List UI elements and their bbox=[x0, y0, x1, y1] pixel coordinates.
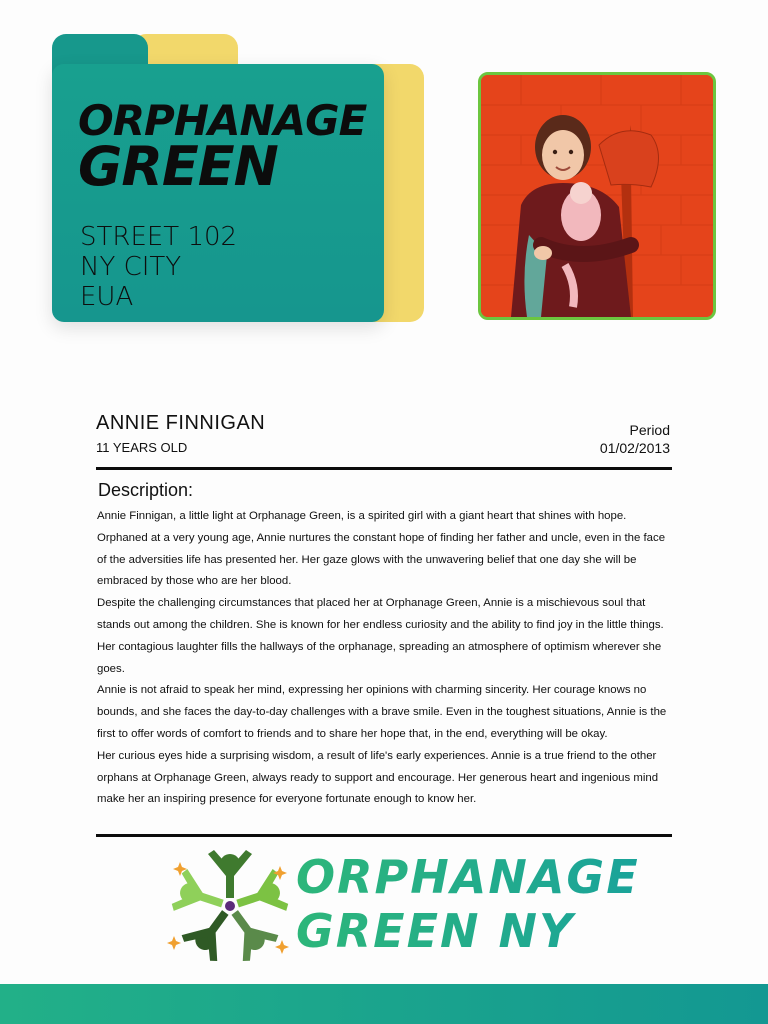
description-paragraph: Annie is not afraid to speak her mind, expressing her opinions with charming sincerity. Her courage knows no bounds, and she faces the day-to-day challenges with a brave smile. Even in the toughest situations, Annie is the first to offer words of comfort to friends and to share her hope that, in the end, everything will be okay. bbox=[97, 684, 667, 740]
description-body bbox=[97, 506, 671, 811]
period-label: Period bbox=[629, 422, 670, 438]
address-block bbox=[80, 222, 237, 312]
photo-illustration bbox=[481, 75, 713, 317]
logo-line-2: GREEN NY bbox=[296, 904, 575, 958]
title-line-1: ORPHANAGE bbox=[78, 96, 367, 145]
address-country: EUA bbox=[80, 282, 134, 312]
address-city: NY CITY bbox=[80, 252, 182, 282]
description-paragraph: Her curious eyes hide a surprising wisdom, a result of life's early experiences. Annie is a true friend to the other orphans at Orphanage Green, always ready to support and encourage. Her generous heart and ingenious mind make her an inspiring presence for everyone fortunate enough to know her. bbox=[97, 749, 659, 806]
address-street: STREET 102 bbox=[80, 222, 238, 252]
title-line-2: GREEN bbox=[78, 135, 278, 199]
footer-color-bar bbox=[0, 984, 768, 1024]
logo-line-1: ORPHANAGE bbox=[296, 850, 640, 904]
description-paragraph: Despite the challenging circumstances that placed her at Orphanage Green, Annie is a mischievous soul that stands out among the children. She is known for her endless curiosity and the ability to find joy in the little things. Her contagious laughter fills the hallways of the orphanage, spreading an atmosphere of optimism wherever she goes. bbox=[97, 597, 664, 675]
child-name: ANNIE FINNIGAN bbox=[96, 412, 266, 434]
child-portrait-photo bbox=[478, 72, 716, 320]
divider-top bbox=[96, 467, 672, 470]
header-folder-card bbox=[52, 34, 424, 324]
description-paragraph: Annie Finnigan, a little light at Orphanage Green, is a spirited girl with a giant heart that shines with hope. Orphaned at a very young age, Annie nurtures the constant hope of finding her father and uncle, even in the face of the adversities life has presented her. Her gaze glows with the unwavering belief that one day she will be embraced by those who are her blood. bbox=[97, 510, 666, 588]
orphanage-title bbox=[78, 96, 367, 199]
people-circle-logo-icon bbox=[166, 848, 294, 966]
logo-wordmark bbox=[296, 850, 640, 958]
period-date: 01/02/2013 bbox=[599, 440, 670, 456]
description-heading: Description: bbox=[98, 480, 194, 500]
orphanage-logo bbox=[166, 848, 640, 968]
child-age: 11 YEARS OLD bbox=[96, 440, 188, 455]
divider-bottom bbox=[96, 834, 672, 837]
